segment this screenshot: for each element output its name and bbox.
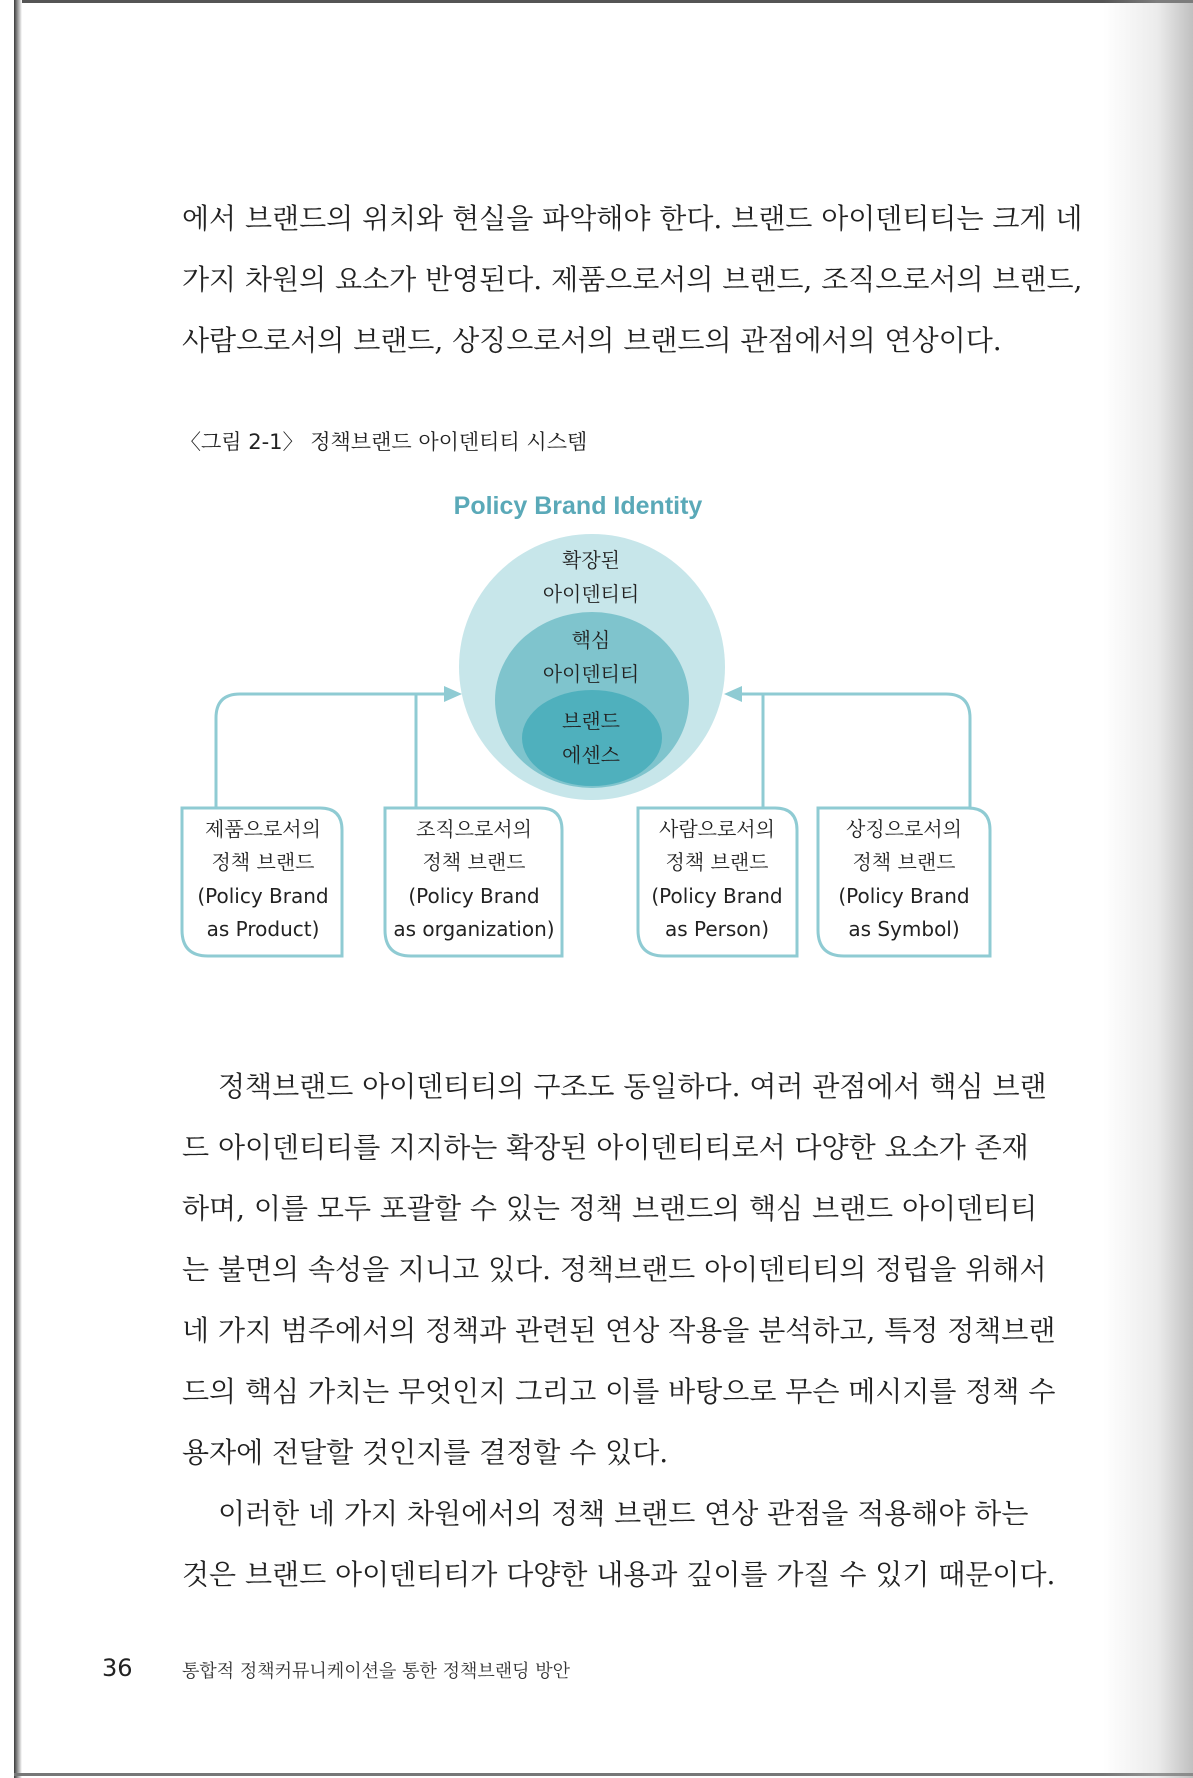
- box-text: 정책 브랜드: [665, 850, 769, 874]
- middle-circle-label: 아이덴티티: [542, 662, 640, 686]
- arrow-right-icon: [444, 686, 462, 702]
- paragraph-line: 가지 차원의 요소가 반영된다. 제품으로서의 브랜드, 조직으로서의 브랜드,: [182, 263, 1083, 296]
- paragraph-bottom-2: [182, 1483, 1056, 1605]
- connector-line-left: [216, 694, 448, 808]
- paragraph-bottom-1: [182, 1056, 1056, 1483]
- page-bottom-edge: [14, 1773, 1193, 1776]
- box-text: (Policy Brand: [197, 884, 329, 908]
- box-text: (Policy Brand: [651, 884, 783, 908]
- middle-circle-label: 핵심: [571, 628, 611, 652]
- paragraph-line: 는 불면의 속성을 지니고 있다. 정책브랜드 아이덴티티의 정립을 위해서: [182, 1253, 1047, 1286]
- inner-circle-brand-essence: [522, 690, 662, 786]
- box-text: 정책 브랜드: [852, 850, 956, 874]
- box-text: 상징으로서의: [846, 817, 962, 841]
- box-text: 정책 브랜드: [211, 850, 315, 874]
- paragraph-line: 드의 핵심 가치는 무엇인지 그리고 이를 바탕으로 무슨 메시지를 정책 수: [182, 1375, 1056, 1408]
- connector-line-right: [738, 694, 970, 808]
- paragraph-line: 것은 브랜드 아이덴티티가 다양한 내용과 깊이를 가질 수 있기 때문이다.: [182, 1558, 1056, 1591]
- paragraph-line: 사람으로서의 브랜드, 상징으로서의 브랜드의 관점에서의 연상이다.: [182, 324, 1002, 357]
- box-text: 정책 브랜드: [422, 850, 526, 874]
- diagram-title: Policy Brand Identity: [453, 492, 703, 520]
- paragraph-line: 용자에 전달할 것인지를 결정할 수 있다.: [182, 1436, 669, 1469]
- paragraph-line: 이러한 네 가지 차원에서의 정책 브랜드 연상 관점을 적용해야 하는: [218, 1497, 1029, 1530]
- box-text: as Symbol): [848, 917, 960, 941]
- box-text: 사람으로서의: [659, 817, 775, 841]
- paragraph-line: 드 아이덴티티를 지지하는 확장된 아이덴티티로서 다양한 요소가 존재: [182, 1131, 1029, 1164]
- page-number: 36: [102, 1654, 133, 1682]
- box-text: as Product): [206, 917, 320, 941]
- outer-circle-label: 아이덴티티: [542, 582, 640, 606]
- box-text: as organization): [393, 917, 555, 941]
- paragraph-line: 하며, 이를 모두 포괄할 수 있는 정책 브랜드의 핵심 브랜드 아이덴티티: [182, 1192, 1038, 1225]
- running-footer-title: 통합적 정책커뮤니케이션을 통한 정책브랜딩 방안: [182, 1661, 571, 1682]
- box-text: as Person): [664, 917, 770, 941]
- paragraph-line: 정책브랜드 아이덴티티의 구조도 동일하다. 여러 관점에서 핵심 브랜: [218, 1070, 1047, 1103]
- inner-circle-label: 에센스: [562, 743, 620, 767]
- box-text: (Policy Brand: [408, 884, 540, 908]
- box-text: 제품으로서의: [205, 817, 321, 841]
- figure-caption: 〈그림 2-1〉 정책브랜드 아이덴티티 시스템: [180, 430, 588, 454]
- paragraph-line: 에서 브랜드의 위치와 현실을 파악해야 한다. 브랜드 아이덴티티는 크게 네: [182, 202, 1083, 235]
- arrow-left-icon: [724, 686, 742, 702]
- inner-circle-label: 브랜드: [562, 709, 620, 733]
- box-text: 조직으로서의: [416, 817, 532, 841]
- box-text: (Policy Brand: [838, 884, 970, 908]
- paragraph-line: 네 가지 범주에서의 정책과 관련된 연상 작용을 분석하고, 특정 정책브랜: [182, 1314, 1056, 1347]
- outer-circle-label: 확장된: [562, 548, 620, 572]
